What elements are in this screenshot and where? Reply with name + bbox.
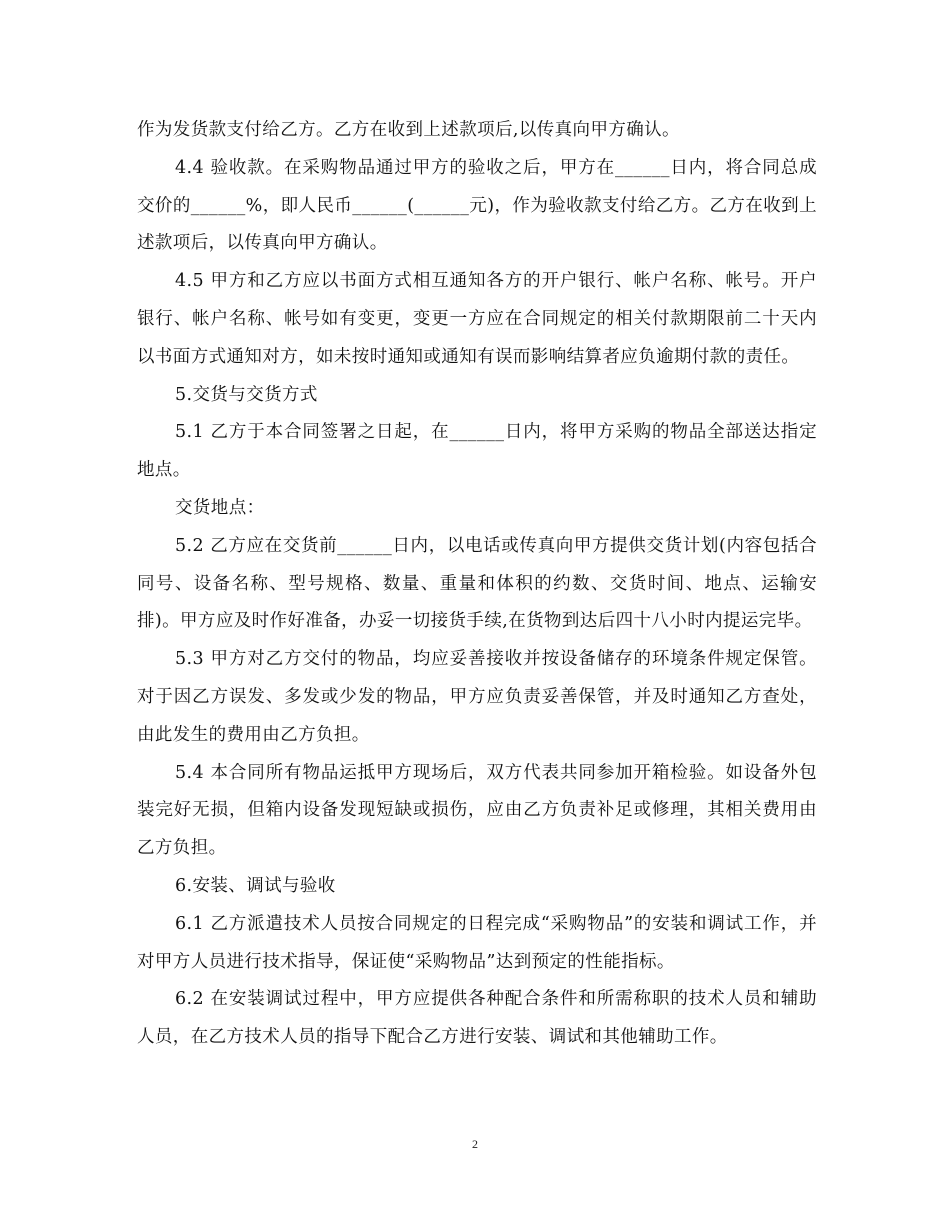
paragraph-5-1: 5.1 乙方于本合同签署之日起，在______日内，将甲方采购的物品全部送达指定地点。 (137, 422, 817, 481)
paragraph-6-1: 6.1 乙方派遣技术人员按合同规定的日程完成“采购物品”的安装和调试工作，并对甲方人员进行技术指导，保证使“采购物品”达到预定的性能指标。 (137, 913, 817, 972)
section-heading-5: 5.交货与交货方式 (175, 384, 318, 405)
paragraph-5-3: 5.3 甲方对乙方交付的物品，均应妥善接收并按设备储存的环境条件规定保管。对于因乙方误发、多发或少发的物品，甲方应负责妥善保管，并及时通知乙方查处，由此发生的费用由乙方负担。 (137, 649, 817, 745)
section-heading-6: 6.安装、调试与验收 (175, 875, 336, 896)
page-number: 2 (472, 1137, 478, 1151)
paragraph-4-4: 4.4 验收款。在采购物品通过甲方的验收之后，甲方在______日内，将合同总成交价的______%，即人民币______(______元)，作为验收款支付给乙方。乙方在收到上述款项后，以传真向甲方确认。 (137, 157, 817, 254)
paragraph-6-2: 6.2 在安装调试过程中，甲方应提供各种配合条件和所需称职的技术人员和辅助人员，在乙方技术人员的指导下配合乙方进行安装、调试和其他辅助工作。 (137, 989, 817, 1048)
paragraph-continuation: 作为发货款支付给乙方。乙方在收到上述款项后,以传真向甲方确认。 (137, 120, 680, 140)
paragraph-delivery-place: 交货地点： (175, 497, 265, 518)
paragraph-4-5: 4.5 甲方和乙方应以书面方式相互通知各方的开户银行、帐户名称、帐号。开户银行、帐户名称、帐号如有变更，变更一方应在合同规定的相关付款期限前二十天内以书面方式通知对方，如未按时通知或通知有误而影响结算者应负逾期付款的责任。 (137, 271, 817, 367)
paragraph-5-2: 5.2 乙方应在交货前______日内，以电话或传真向甲方提供交货计划(内容包括合同号、设备名称、型号规格、数量、重量和体积的约数、交货时间、地点、运输安排)。甲方应及时作好准备，办妥一切接货手续,在货物到达后四十八小时内提运完毕。 (137, 535, 817, 632)
document-body (137, 112, 817, 1057)
paragraph-5-4: 5.4 本合同所有物品运抵甲方现场后，双方代表共同参加开箱检验。如设备外包装完好无损，但箱内设备发现短缺或损伤，应由乙方负责补足或修理，其相关费用由乙方负担。 (137, 762, 817, 859)
